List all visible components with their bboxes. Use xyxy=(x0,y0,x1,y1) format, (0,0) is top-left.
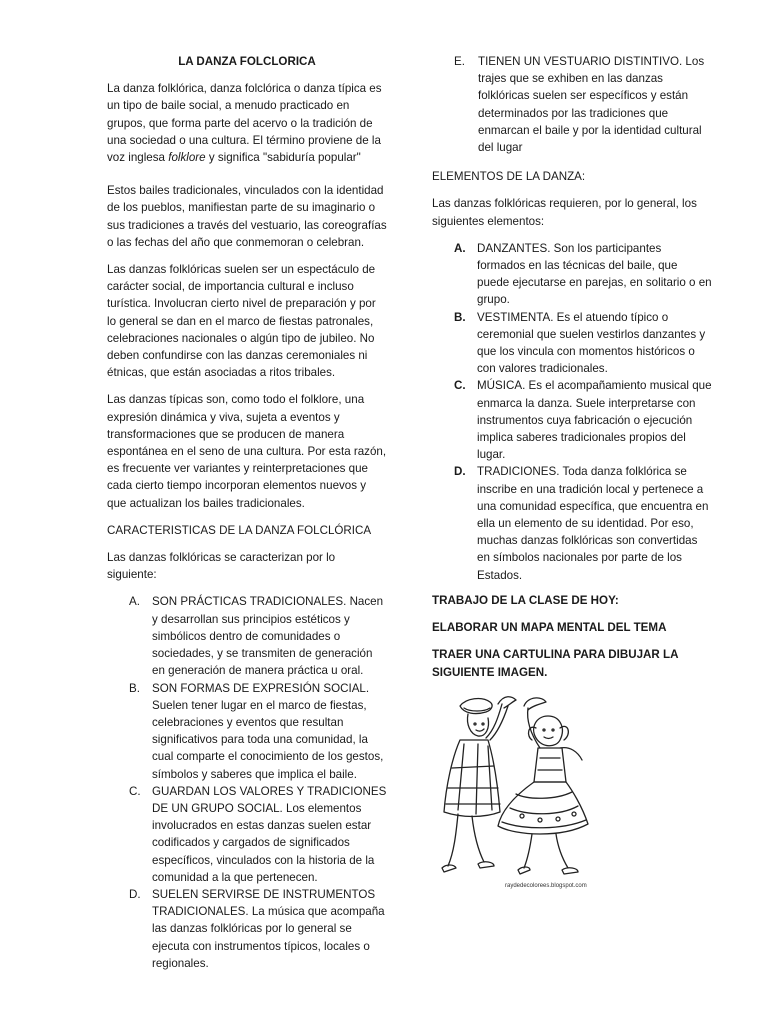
list-item-text: DANZANTES. Son los participantes formados en las técnicas del baile, que puede ejecutarse en parejas, en solitario o en grupo. xyxy=(477,241,712,307)
paragraph-dynamic: Las danzas típicas son, como todo el folklore, una expresión dinámica y viva, sujeta a eventos y transformaciones que se producen de manera espontánea en el seno de una cultura. Por esta razón, es frecuente ver variantes y reinterpretaciones que cada cierto tiempo incorporan elementos nuevos y que actualizan los bailes tradicionales. xyxy=(107,393,387,510)
list-marker: B. xyxy=(129,681,140,695)
list-item xyxy=(107,783,387,886)
paragraph-spectacle: Las danzas folklóricas suelen ser un espectáculo de carácter social, de importancia cultural e incluso turística. Involucran cierto nivel de preparación y por lo general se dan en el marco de fiestas patronales, celebraciones nacionales o algún tipo de jubileo. No deben confundirse con las danzas ceremoniales ni étnicas, que están asociadas a ritos tribales. xyxy=(107,263,376,380)
list-marker: D. xyxy=(129,887,141,901)
list-marker: C. xyxy=(129,784,141,798)
list-marker: A. xyxy=(454,241,466,255)
list-item-text: MÚSICA. Es el acompañamiento musical que enmarca la danza. Suele interpretarse con instrumentos cuya fabricación o ejecución implica saberes tradicionales propios del lugar. xyxy=(477,379,712,462)
list-item xyxy=(432,463,712,583)
section-heading-elements: ELEMENTOS DE LA DANZA: xyxy=(432,170,586,184)
list-item-text: TRADICIONES. Toda danza folklórica se inscribe en una tradición local y pertenece a una comunidad específica, que encuentra en ella un elemento de su identidad. Por eso, muchas danzas folklóricas son convertidas en símbolos nacionales por parte de los Estados. xyxy=(477,465,709,582)
list-item xyxy=(432,309,712,378)
list-item-text: SON PRÁCTICAS TRADICIONALES. Nacen y desarrollan sus principios estéticos y simbólicos dentro de comunidades o sociedades, y se transmiten de generación en generación de manera práctica u oral. xyxy=(152,595,384,678)
list-marker: E. xyxy=(454,55,465,68)
intro-paragraph: La danza folklórica, danza folclórica o danza típica es un tipo de baile social, a menudo practicado en grupos, que forma parte del acervo o la tradición de una sociedad o una cultura. El término proviene de la voz inglesa folklore y significa "sabiduría popular" xyxy=(107,82,382,165)
list-item-text: TIENEN UN VESTUARIO DISTINTIVO. Los trajes que se exhiben en las danzas folklóricas suelen ser específicos y están determinados por las tradiciones que enmarcan el baile y por la identidad cultural del lugar xyxy=(478,55,705,155)
right-column xyxy=(432,53,712,691)
list-item-text: GUARDAN LOS VALORES Y TRADICIONES DE UN GRUPO SOCIAL. Los elementos involucrados en estas danzas suelen estar codificados y cargados de significados específicos, vinculados con la historia de la comunidad a la que pertenecen. xyxy=(152,784,387,884)
list-marker: D. xyxy=(454,465,466,479)
list-item-text: VESTIMENTA. Es el atuendo típico o ceremonial que suelen vestirlos danzantes y que los vincula con momentos históricos o con valores tradicionales. xyxy=(477,310,706,376)
section-heading-characteristics: CARACTERISTICAS DE LA DANZA FOLCLÓRICA xyxy=(107,523,372,537)
characteristics-list xyxy=(107,593,387,971)
paragraph-identity: Estos bailes tradicionales, vinculados con la identidad de los pueblos, manifiestan parte de su imaginario o sus tradiciones a través del vestuario, las coreografías o las fechas del año que conmemoran o celebran. xyxy=(107,184,387,249)
list-marker: B. xyxy=(454,310,466,324)
task-heading: TRABAJO DE LA CLASE DE HOY: xyxy=(432,593,619,607)
list-marker: C. xyxy=(454,379,466,393)
list-item xyxy=(107,680,387,783)
list-item xyxy=(107,886,387,972)
task-cardboard: TRAER UNA CARTULINA PARA DIBUJAR LA SIGUIENTE IMAGEN. xyxy=(432,648,679,679)
left-column xyxy=(107,53,387,972)
list-item-e xyxy=(432,53,712,156)
document-title: LA DANZA FOLCLORICA xyxy=(178,55,316,68)
folk-dancers-illustration xyxy=(432,688,592,908)
list-item xyxy=(107,593,387,679)
list-item xyxy=(432,377,712,463)
elements-list xyxy=(432,240,712,584)
task-mind-map: ELABORAR UN MAPA MENTAL DEL TEMA xyxy=(432,621,667,635)
list-item xyxy=(432,240,712,309)
list-marker: A. xyxy=(129,595,140,609)
list-item-text: SUELEN SERVIRSE DE INSTRUMENTOS TRADICIONALES. La música que acompaña las danzas folklóricas por lo general se ejecuta con instrumentos típicos, locales o regionales. xyxy=(152,887,385,970)
image-credit: raydedecolorees.blogspot.com xyxy=(505,883,587,889)
list-item-text: SON FORMAS DE EXPRESIÓN SOCIAL. Suelen tener lugar en el marco de fiestas, celebraciones y eventos que resultan significativos para toda una comunidad, la cual comparte el conocimiento de los gestos, símbolos y saberes que implica el baile. xyxy=(152,681,384,781)
characteristics-intro: Las danzas folklóricas se caracterizan por lo siguiente: xyxy=(107,551,336,582)
elements-intro: Las danzas folklóricas requieren, por lo general, los siguientes elementos: xyxy=(432,197,697,228)
